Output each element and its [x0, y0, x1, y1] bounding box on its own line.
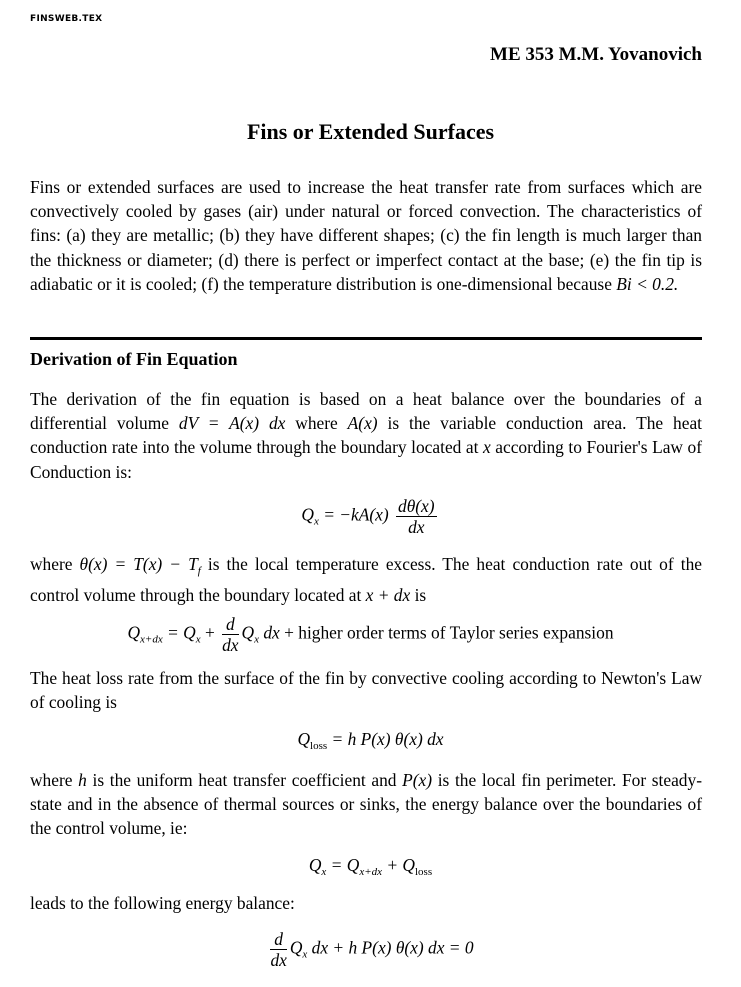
- denominator: dx: [408, 517, 425, 537]
- math-sub: loss: [415, 866, 433, 878]
- derivation-paragraph-3: The heat loss rate from the surface of the fin by convective cooling according to Newton's Law of cooling is: [30, 668, 702, 713]
- biot-condition: Bi < 0.2.: [616, 273, 679, 294]
- derivation-paragraph-5: leads to the following energy balance:: [30, 893, 295, 913]
- math-px: P(x): [402, 770, 433, 790]
- math-sub: x: [195, 633, 201, 646]
- file-label: FINSWEB.TEX: [30, 14, 103, 24]
- math: + Q: [382, 855, 415, 875]
- math: Q: [297, 729, 311, 749]
- math-h: h: [78, 770, 87, 790]
- math-theta: θ(x) = T(x) − T: [79, 554, 198, 574]
- text: where: [30, 770, 79, 790]
- section-heading: Derivation of Fin Equation: [30, 349, 238, 369]
- text: is the uniform heat transfer coefficient and: [86, 770, 403, 790]
- math-sub: x+dx: [140, 633, 163, 646]
- math-sub: x: [321, 866, 327, 878]
- math: +: [200, 622, 220, 643]
- derivation-paragraph-4: [30, 768, 702, 841]
- page-title: Fins or Extended Surfaces: [246, 119, 495, 144]
- text: is the local temperature excess. The heat conduction rate out of the control volume through the boundary located at: [30, 554, 702, 606]
- fraction: [222, 614, 238, 655]
- derivation-paragraph-1: [30, 387, 702, 484]
- math: Q: [289, 937, 303, 958]
- math: = h P(x) θ(x) dx: [327, 729, 444, 749]
- text: where: [285, 413, 348, 434]
- text: is the local fin perimeter. For steady-state and in the absence of thermal sources or sinks, the energy balance over the boundaries of the control volume, ie:: [30, 770, 702, 839]
- math-text: + higher order terms of Taylor series expansion: [279, 622, 614, 643]
- math: dx: [258, 622, 280, 643]
- math-ax: A(x): [347, 413, 378, 434]
- math-xdx: x + dx: [365, 585, 411, 606]
- equation-newton: [0, 729, 741, 752]
- math-sub: x: [313, 515, 319, 528]
- equation-taylor: [0, 614, 741, 655]
- denominator: dx: [270, 950, 287, 970]
- text: is: [410, 585, 427, 606]
- equation-fourier: [0, 496, 741, 537]
- intro-paragraph: [30, 175, 702, 296]
- intro-text: Fins or extended surfaces are used to increase the heat transfer rate from surfaces which are convectively cooled by gases (air) under natural or forced convection. The characteristics of fins: (a) they are metallic; (b) they have different shapes; (c) the fin length is much larger than the thickness or diameter; (d) there is perfect or imperfect contact at the base; (e) the fin tip is adiabatic or it is cooled; (f) the temperature distribution is one-dimensional because: [30, 177, 702, 294]
- numerator: d: [270, 929, 286, 950]
- math: Q: [301, 504, 314, 525]
- math: Q: [308, 855, 322, 875]
- text: The derivation of the fin equation is based on a heat balance over the boundaries of a differential volume: [30, 389, 702, 434]
- math-sub: loss: [310, 740, 328, 752]
- math-sub: x: [302, 948, 308, 961]
- math-x: x: [483, 437, 491, 458]
- numerator: d: [222, 614, 238, 635]
- equation-energy: [0, 929, 741, 970]
- math-sub: x: [254, 633, 259, 646]
- math: = Q: [326, 855, 360, 875]
- math-sub: x+dx: [359, 866, 382, 878]
- course-author-header: ME 353 M.M. Yovanovich: [490, 44, 702, 65]
- math: Q: [127, 622, 141, 643]
- text: is the variable conduction area. The heat conduction rate into the volume through the boundary located at: [30, 413, 702, 458]
- numerator: dθ(x): [398, 496, 435, 516]
- text: where: [30, 554, 80, 574]
- derivation-paragraph-2: [30, 552, 702, 607]
- fraction: [270, 929, 286, 970]
- equation-balance: [0, 855, 741, 878]
- fraction: [396, 496, 437, 537]
- math: dx + h P(x) θ(x) dx = 0: [307, 937, 474, 958]
- math-dv: dV = A(x) dx: [178, 413, 286, 434]
- math: = −kA(x): [318, 504, 394, 525]
- math: Q: [241, 622, 255, 643]
- section-divider: [30, 337, 702, 340]
- denominator: dx: [222, 635, 239, 655]
- text: according to Fourier's Law of Conduction is:: [30, 437, 703, 482]
- math-sub: f: [197, 565, 201, 577]
- math: = Q: [162, 622, 196, 643]
